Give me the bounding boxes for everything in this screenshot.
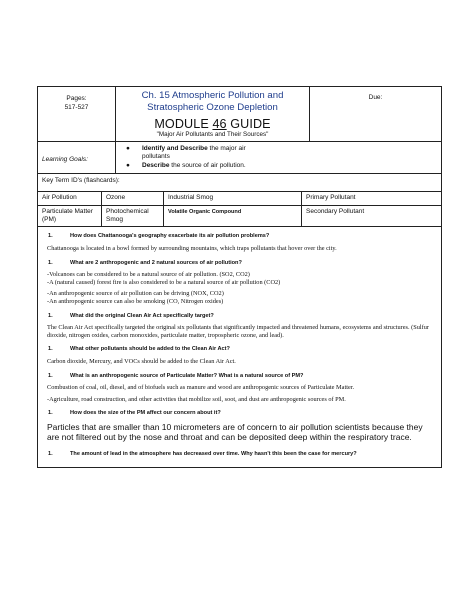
- questions-row: [38, 227, 441, 466]
- question-text: What are 2 anthropogenic and 2 natural sources of air pollution?: [70, 259, 242, 266]
- module-guide-sheet: [37, 86, 442, 468]
- module-number: 46: [212, 117, 227, 131]
- key-term: Photochemical Smog: [102, 206, 164, 227]
- due-label: Due:: [368, 94, 383, 101]
- key-term-row: [38, 206, 441, 228]
- answer-text: Carbon dioxide, Mercury, and VOCs should be added to the Clean Air Act.: [47, 357, 236, 365]
- question: 1. What did the original Clean Air Act specifically target?: [48, 312, 214, 319]
- learning-goals-list: [116, 142, 441, 173]
- goal-item: [126, 162, 441, 170]
- due-cell: [310, 87, 441, 141]
- pages-label: Pages:: [66, 95, 87, 102]
- goals-row: [38, 142, 441, 174]
- question: 1. What is an anthropogenic source of Particulate Matter? What is a natural source of PM?: [48, 372, 304, 379]
- key-term-label: Key Term ID's (flashcards):: [42, 177, 120, 185]
- bullet-icon: ●: [126, 161, 130, 169]
- goal-text: the major air: [207, 145, 246, 152]
- question-text: What other pollutants should be added to the Clean Air Act?: [70, 346, 230, 353]
- answer-text: The Clean Air Act specifically targeted the original six pollutants that significantly impacted and threatened humans, ecosystems and structures. (Sulfur dioxide, nitrogen oxides, carbon monoxides, particulate matter, tropospheric ozone, and lead).: [47, 324, 429, 339]
- question: 1. The amount of lead in the atmosphere has decreased over time. Why hasn't this been the case for mercury?: [48, 450, 357, 457]
- goal-text-continued: pollutants: [142, 153, 170, 161]
- key-term: Volatile Organic Compound: [164, 206, 302, 227]
- pages-cell: [38, 87, 116, 141]
- chapter-title-line-2: Stratospheric Ozone Depletion: [147, 102, 278, 113]
- key-term: Secondary Pollutant: [306, 207, 365, 215]
- module-heading: [118, 117, 307, 131]
- question-text: The amount of lead in the atmosphere has decreased over time. Why hasn't this been the case for mercury?: [70, 450, 357, 457]
- answer-text-large: Particles that are smaller than 10 micrometers are of concern to air pollution scientists because they are not filtered out by the nose and throat and can be deposited deep within the respiratory trace.: [47, 421, 423, 442]
- questions-section: [38, 227, 441, 466]
- key-term-row: [38, 192, 441, 205]
- question: 1. How does the size of the PM affect our concern about it?: [48, 410, 221, 417]
- answer-text: -An anthropogenic source can also be smoking (CO, Nitrogen oxides): [47, 298, 224, 305]
- key-term: Ozone: [102, 192, 164, 204]
- key-term: Industrial Smog: [164, 192, 302, 204]
- question: 1. What other pollutants should be added to the Clean Air Act?: [48, 346, 230, 353]
- chapter-title-line-1: Ch. 15 Atmospheric Pollution and: [141, 90, 284, 101]
- pages-value: 517-527: [64, 104, 89, 111]
- key-term: Primary Pollutant: [306, 194, 356, 202]
- goal-verb: Describe: [142, 161, 170, 169]
- answer-text: -An anthropogenic source of air pollution can be driving (NOX, CO2): [47, 290, 224, 298]
- question: 1. How does Chattanooga's geography exacerbate its air pollution problems?: [48, 233, 270, 240]
- module-prefix: MODULE: [154, 117, 213, 131]
- answer-text: -Agriculture, road construction, and other activities that mobilize soil, soot, and dust are anthropogenic sources of PM.: [47, 395, 346, 403]
- module-suffix: GUIDE: [226, 117, 271, 131]
- key-term: Air Pollution: [38, 192, 102, 204]
- answer-text: Combustion of coal, oil, diesel, and of biofuels such as manure and wood are anthropogenic sources of Particulate Matter.: [47, 384, 355, 392]
- answer-text: -A (natural caused) forest fire is also considered to be a natural source of air pollution (CO2): [47, 278, 281, 286]
- goal-item: [126, 145, 441, 162]
- answer-text: -Volcanoes can be considered to be a natural source of air pollution. (SO2, CO2): [47, 271, 250, 279]
- question: 1. What are 2 anthropogenic and 2 natural sources of air pollution?: [48, 259, 242, 266]
- question-text: How does the size of the PM affect our concern about it?: [70, 410, 221, 417]
- goal-verb: Identify and Describe: [142, 145, 208, 152]
- question-text: What did the original Clean Air Act specifically target?: [70, 312, 214, 319]
- header-row: [38, 87, 441, 142]
- goal-text: the source of air pollution.: [169, 161, 246, 169]
- answer-text: Chattanooga is located in a bowl formed by surrounding mountains, which traps pollutants that hover over the city.: [47, 245, 337, 253]
- bullet-icon: ●: [126, 145, 130, 152]
- key-term-header-row: [38, 174, 441, 192]
- question-text: How does Chattanooga's geography exacerbate its air pollution problems?: [70, 233, 270, 240]
- module-subtitle: "Major Air Pollutants and Their Sources": [156, 131, 269, 138]
- key-term: Particulate Matter (PM): [38, 206, 102, 227]
- question-text: What is an anthropogenic source of Particulate Matter? What is a natural source of PM?: [70, 372, 304, 379]
- learning-goals-label: Learning Goals:: [38, 142, 116, 173]
- title-cell: [116, 87, 310, 141]
